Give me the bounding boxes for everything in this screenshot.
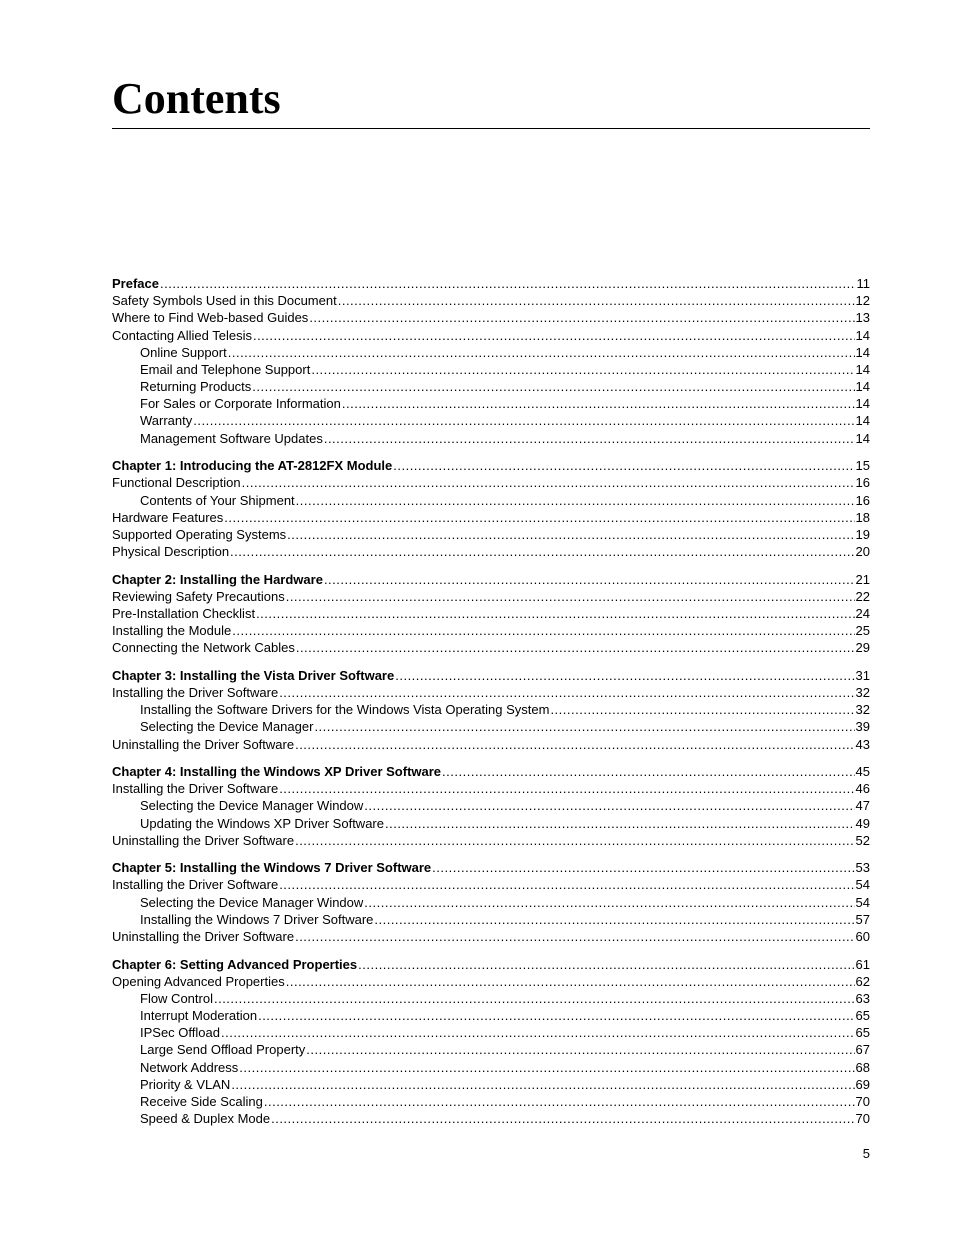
toc-entry-label: Installing the Module — [112, 623, 232, 639]
toc-chapter-entry[interactable] — [112, 956, 870, 973]
dot-leader — [311, 361, 854, 378]
toc-entry-label: Installing the Driver Software — [112, 685, 279, 700]
toc-entry-label: Supported Operating Systems — [112, 526, 287, 542]
dot-leader — [296, 639, 855, 656]
toc-entry-label: Pre-Installation Checklist — [112, 605, 256, 621]
toc-entry-label: Online Support — [140, 344, 227, 360]
toc-entry-page: 24 — [855, 605, 870, 621]
dot-leader — [385, 815, 855, 832]
toc-entry[interactable] — [112, 718, 870, 735]
toc-entry[interactable] — [112, 526, 870, 543]
toc-entry[interactable] — [112, 1110, 870, 1127]
dot-leader — [364, 797, 854, 814]
toc-entry-page: 14 — [855, 379, 870, 395]
toc-entry-label: Flow Control — [140, 990, 213, 1006]
toc-entry-page: 16 — [855, 475, 870, 491]
toc-entry[interactable] — [112, 395, 870, 412]
toc-entry-page: 62 — [855, 973, 870, 989]
dot-leader — [286, 973, 855, 990]
toc-entry-label: Uninstalling the Driver Software — [112, 736, 295, 752]
dot-leader — [160, 275, 856, 292]
dot-leader — [253, 327, 855, 344]
toc-entry-page: 70 — [855, 1094, 870, 1110]
toc-entry-label: Selecting the Device Manager Window — [140, 894, 364, 910]
toc-entry-page: 32 — [855, 685, 870, 700]
toc-entry-label: Chapter 2: Installing the Hardware — [112, 571, 323, 587]
dot-leader — [550, 701, 854, 718]
toc-entry[interactable] — [112, 876, 870, 893]
dot-leader — [256, 605, 854, 622]
dot-leader — [271, 1110, 854, 1127]
toc-entry-page: 60 — [855, 929, 870, 945]
page-number: 5 — [862, 1146, 870, 1161]
toc-entry-page: 13 — [855, 310, 870, 326]
dot-leader — [314, 718, 854, 735]
toc-section — [112, 275, 870, 447]
toc-entry-page: 14 — [855, 396, 870, 412]
toc-entry[interactable] — [112, 911, 870, 928]
toc-entry-label: Installing the Driver Software — [112, 781, 279, 797]
toc-chapter-entry[interactable] — [112, 859, 870, 876]
dot-leader — [432, 859, 854, 876]
toc-entry-label: Chapter 5: Installing the Windows 7 Driver Software — [112, 860, 432, 876]
dot-leader — [224, 509, 854, 526]
dot-leader — [221, 1024, 855, 1041]
toc-entry-page: 14 — [855, 327, 870, 343]
toc-entry[interactable] — [112, 492, 870, 509]
dot-leader — [309, 309, 854, 326]
dot-leader — [324, 430, 855, 447]
toc-entry-page: 25 — [855, 623, 870, 639]
toc-entry-page: 11 — [856, 275, 870, 291]
toc-section — [112, 667, 870, 753]
toc-entry-page: 67 — [855, 1042, 870, 1058]
dot-leader — [193, 413, 854, 430]
toc-entry-label: Selecting the Device Manager — [140, 719, 314, 735]
dot-leader — [295, 832, 854, 849]
toc-entry-label: Network Address — [140, 1059, 239, 1075]
toc-entry-label: Uninstalling the Driver Software — [112, 929, 295, 945]
toc-entry-label: Chapter 6: Setting Advanced Properties — [112, 956, 358, 972]
toc-entry[interactable] — [112, 815, 870, 832]
dot-leader — [338, 292, 855, 309]
toc-entry-label: Chapter 3: Installing the Vista Driver Software — [112, 667, 395, 683]
toc-entry-page: 12 — [855, 293, 870, 309]
dot-leader — [214, 990, 855, 1007]
toc-entry[interactable] — [112, 509, 870, 526]
toc-entry-page: 22 — [855, 588, 870, 604]
toc-entry[interactable] — [112, 1076, 870, 1093]
toc-entry-label: Selecting the Device Manager Window — [140, 798, 364, 814]
toc-entry-page: 68 — [855, 1059, 870, 1075]
toc-entry-label: Returning Products — [140, 379, 252, 395]
toc-entry-label: Chapter 1: Introducing the AT-2812FX Module — [112, 458, 393, 474]
toc-entry-label: Reviewing Safety Precautions — [112, 588, 285, 604]
toc-entry[interactable] — [112, 361, 870, 378]
toc-entry[interactable] — [112, 736, 870, 753]
dot-leader — [295, 928, 854, 945]
dot-leader — [306, 1041, 854, 1058]
toc-entry-page: 63 — [855, 990, 870, 1006]
toc-entry[interactable] — [112, 292, 870, 309]
dot-leader — [239, 1059, 854, 1076]
dot-leader — [231, 1076, 854, 1093]
dot-leader — [442, 763, 854, 780]
toc-entry[interactable] — [112, 588, 870, 605]
toc-entry[interactable] — [112, 622, 870, 639]
dot-leader — [364, 894, 854, 911]
toc-chapter-entry[interactable] — [112, 763, 870, 780]
toc-entry-page: 21 — [855, 571, 870, 587]
toc-chapter-entry[interactable] — [112, 667, 870, 684]
dot-leader — [279, 780, 854, 797]
toc-entry-page: 32 — [855, 702, 870, 718]
toc-entry-label: Functional Description — [112, 475, 241, 491]
toc-entry[interactable] — [112, 430, 870, 447]
toc-entry-label: Warranty — [140, 413, 193, 429]
dot-leader — [252, 378, 854, 395]
toc-entry[interactable] — [112, 1059, 870, 1076]
toc-entry-page: 14 — [855, 430, 870, 446]
dot-leader — [395, 667, 854, 684]
toc-entry-label: Physical Description — [112, 544, 230, 560]
toc-chapter-entry[interactable] — [112, 275, 870, 292]
toc-section — [112, 956, 870, 1128]
toc-entry-label: Hardware Features — [112, 509, 224, 525]
toc-entry-page: 15 — [855, 458, 870, 474]
toc-entry-page: 65 — [855, 1008, 870, 1024]
toc-entry[interactable] — [112, 543, 870, 560]
toc-entry-label: IPSec Offload — [140, 1025, 220, 1041]
dot-leader — [287, 526, 854, 543]
toc-entry[interactable] — [112, 990, 870, 1007]
toc-entry[interactable] — [112, 309, 870, 326]
toc-entry-label: Preface — [112, 275, 159, 291]
toc-entry-label: Priority & VLAN — [140, 1076, 231, 1092]
page-title: Contents — [112, 74, 281, 123]
dot-leader — [393, 457, 854, 474]
toc-entry[interactable] — [112, 797, 870, 814]
toc-entry[interactable] — [112, 1093, 870, 1110]
toc-section — [112, 457, 870, 560]
toc-entry-label: Updating the Windows XP Driver Software — [140, 815, 384, 831]
table-of-contents — [112, 275, 870, 1138]
toc-entry-label: Chapter 4: Installing the Windows XP Driver Software — [112, 764, 442, 780]
toc-entry-page: 69 — [855, 1076, 870, 1092]
toc-entry-page: 57 — [855, 911, 870, 927]
toc-entry-page: 31 — [855, 667, 870, 683]
toc-entry-page: 29 — [855, 640, 870, 656]
toc-chapter-entry[interactable] — [112, 571, 870, 588]
toc-entry[interactable] — [112, 832, 870, 849]
toc-entry[interactable] — [112, 1024, 870, 1041]
toc-entry[interactable] — [112, 973, 870, 990]
dot-leader — [258, 1007, 854, 1024]
toc-entry-page: 47 — [855, 798, 870, 814]
title-rule — [112, 128, 870, 129]
toc-section — [112, 859, 870, 945]
toc-entry-label: Management Software Updates — [140, 430, 323, 446]
toc-entry-page: 18 — [855, 509, 870, 525]
toc-entry[interactable] — [112, 780, 870, 797]
toc-chapter-entry[interactable] — [112, 457, 870, 474]
toc-entry-label: Installing the Driver Software — [112, 877, 279, 893]
dot-leader — [230, 543, 854, 560]
dot-leader — [279, 876, 854, 893]
dot-leader — [232, 622, 854, 639]
toc-entry[interactable] — [112, 684, 870, 701]
toc-entry-page: 14 — [855, 413, 870, 429]
dot-leader — [358, 956, 854, 973]
toc-entry-label: Opening Advanced Properties — [112, 973, 285, 989]
toc-entry-label: Receive Side Scaling — [140, 1094, 263, 1110]
toc-entry-label: Speed & Duplex Mode — [140, 1111, 271, 1127]
toc-entry-label: Contents of Your Shipment — [140, 492, 295, 508]
toc-section — [112, 763, 870, 849]
toc-entry-page: 52 — [855, 832, 870, 848]
toc-entry[interactable] — [112, 327, 870, 344]
dot-leader — [296, 492, 855, 509]
dot-leader — [374, 911, 854, 928]
dot-leader — [295, 736, 854, 753]
toc-entry-label: Interrupt Moderation — [140, 1008, 258, 1024]
toc-entry[interactable] — [112, 344, 870, 361]
toc-entry-page: 16 — [855, 492, 870, 508]
toc-entry-label: Email and Telephone Support — [140, 361, 311, 377]
toc-entry[interactable] — [112, 605, 870, 622]
toc-entry[interactable] — [112, 639, 870, 656]
toc-entry-page: 43 — [855, 736, 870, 752]
toc-entry-page: 54 — [855, 877, 870, 893]
toc-entry[interactable] — [112, 894, 870, 911]
toc-entry[interactable] — [112, 1007, 870, 1024]
toc-entry-page: 46 — [855, 781, 870, 797]
dot-leader — [342, 395, 855, 412]
dot-leader — [228, 344, 855, 361]
toc-entry-label: Where to Find Web-based Guides — [112, 310, 309, 326]
toc-section — [112, 571, 870, 657]
toc-entry-label: Safety Symbols Used in this Document — [112, 293, 337, 309]
toc-entry-page: 53 — [855, 860, 870, 876]
toc-entry[interactable] — [112, 474, 870, 491]
toc-entry-page: 20 — [855, 544, 870, 560]
toc-entry-label: Installing the Software Drivers for the Windows Vista Operating System — [140, 702, 550, 718]
toc-entry-page: 70 — [855, 1111, 870, 1127]
toc-entry-label: Contacting Allied Telesis — [112, 327, 252, 343]
toc-entry[interactable] — [112, 378, 870, 395]
toc-entry-page: 14 — [855, 361, 870, 377]
toc-entry-page: 49 — [855, 815, 870, 831]
dot-leader — [264, 1093, 855, 1110]
toc-entry[interactable] — [112, 701, 870, 718]
toc-entry[interactable] — [112, 928, 870, 945]
toc-entry-label: Uninstalling the Driver Software — [112, 832, 295, 848]
toc-entry-page: 19 — [855, 526, 870, 542]
toc-entry-page: 39 — [855, 719, 870, 735]
toc-entry-label: Installing the Windows 7 Driver Software — [140, 911, 374, 927]
toc-entry-page: 61 — [855, 956, 870, 972]
toc-entry[interactable] — [112, 413, 870, 430]
toc-entry-label: For Sales or Corporate Information — [140, 396, 341, 412]
dot-leader — [242, 474, 855, 491]
toc-entry-page: 65 — [855, 1025, 870, 1041]
toc-entry-page: 54 — [855, 894, 870, 910]
dot-leader — [324, 571, 855, 588]
toc-entry-page: 14 — [855, 344, 870, 360]
toc-entry-label: Large Send Offload Property — [140, 1042, 306, 1058]
toc-entry[interactable] — [112, 1041, 870, 1058]
dot-leader — [286, 588, 855, 605]
toc-entry-label: Connecting the Network Cables — [112, 640, 295, 656]
dot-leader — [279, 684, 854, 701]
toc-entry-page: 45 — [855, 764, 870, 780]
